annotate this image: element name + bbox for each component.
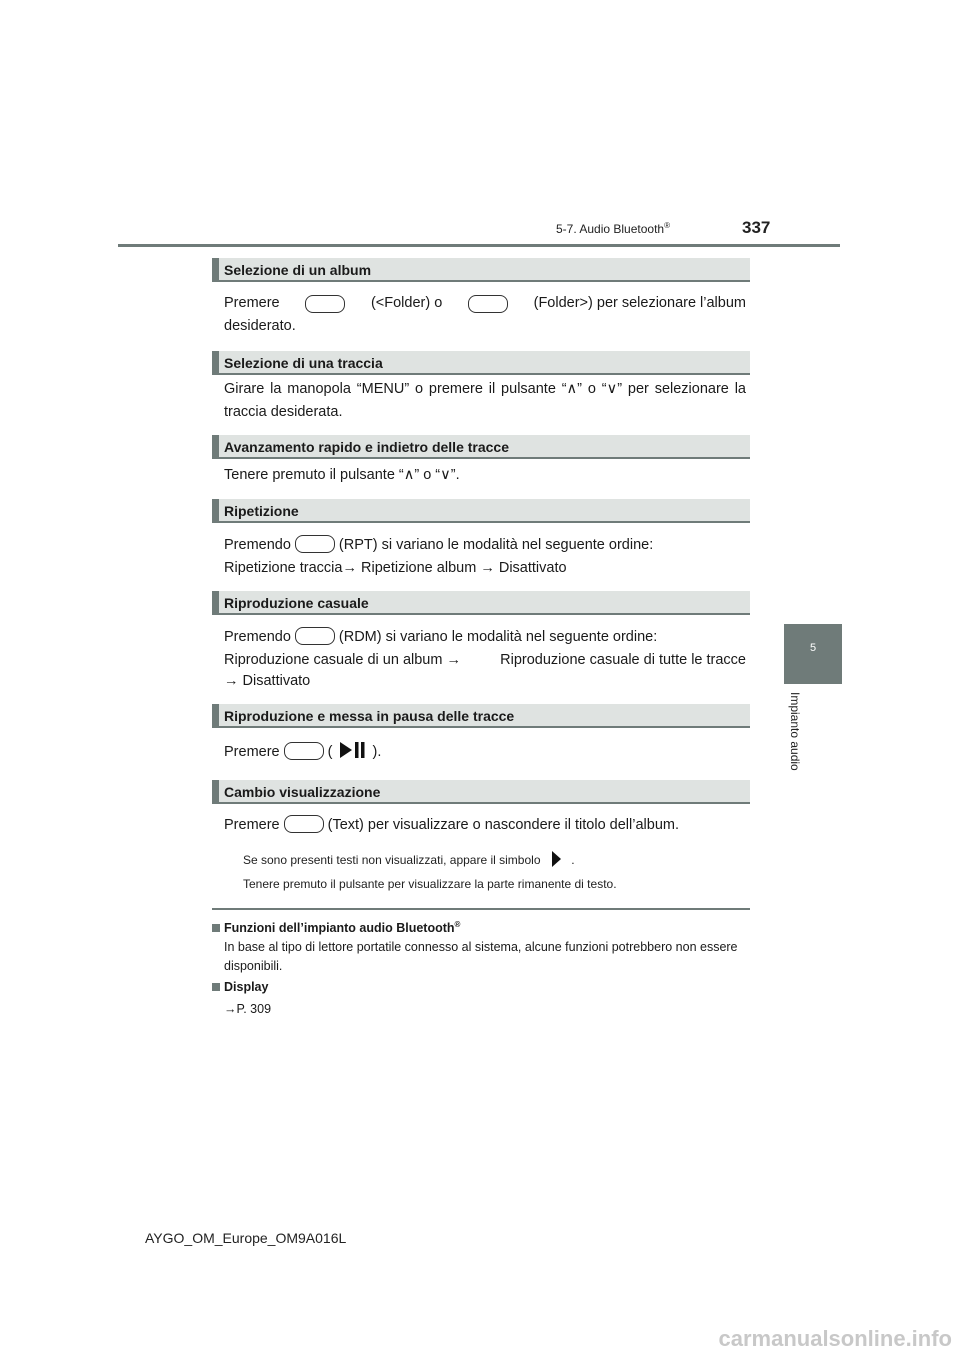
watermark: carmanualsonline.info — [718, 1326, 952, 1351]
note-heading: Funzioni dell’impianto audio Bluetooth® — [212, 920, 460, 935]
instruction-line: Ripetizione traccia→ Ripetizione album → Disattivato — [224, 560, 567, 576]
section-heading: Ripetizione — [212, 499, 750, 523]
arrow-icon: → — [224, 1002, 237, 1016]
steering-button-icon — [284, 742, 324, 760]
instruction-text: desiderato. — [224, 318, 296, 334]
arrow-icon: → — [480, 560, 495, 576]
instruction-line: Riproduzione casuale di un album → Riproduzione casuale di tutte le tracce — [224, 652, 746, 668]
steering-button-icon — [284, 815, 324, 833]
steering-button-icon — [468, 295, 508, 313]
page-number: 337 — [742, 218, 771, 237]
note-text: In base al tipo di lettore portatile connesso al sistema, alcune funzioni potrebbero non essere disponibili. — [224, 940, 738, 973]
steering-button-icon — [295, 627, 335, 645]
section-heading: Selezione di un album — [212, 258, 750, 282]
instruction-line: Premere ( ). — [224, 741, 746, 764]
section-heading: Selezione di una traccia — [212, 351, 750, 375]
instruction-line: Premendo (RPT) si variano le modalità nel seguente ordine: — [224, 537, 654, 553]
play-pause-icon — [338, 741, 366, 759]
note-heading: Display — [212, 980, 268, 994]
chapter-side-title: Impianto audio — [788, 692, 802, 771]
info-note: Tenere premuto il pulsante per visualizzare la parte rimanente di testo. — [243, 877, 617, 891]
header-rule — [118, 244, 840, 247]
section-heading: Cambio visualizzazione — [212, 780, 750, 804]
chapter-tab: 5 — [784, 624, 842, 684]
instruction-text: Girare la manopola “MENU” o premere il pulsante “∧” o “∨” per selezionare la traccia desiderata. — [224, 381, 746, 420]
instruction-line: Premendo (RDM) si variano le modalità nel seguente ordine: — [224, 629, 658, 645]
square-bullet-icon — [212, 924, 220, 932]
instruction-line: → Disattivato — [224, 673, 311, 689]
info-note: Se sono presenti testi non visualizzati, appare il simbolo . — [243, 850, 575, 868]
section-heading: Riproduzione e messa in pausa delle tracce — [212, 704, 750, 728]
steering-button-icon — [305, 295, 345, 313]
page-reference[interactable]: →P. 309 — [224, 1002, 272, 1016]
notes-divider — [212, 908, 750, 910]
arrow-icon: → — [342, 560, 357, 576]
arrow-icon: → — [446, 652, 461, 668]
steering-button-icon — [295, 535, 335, 553]
section-title: 5-7. Audio Bluetooth® — [556, 221, 670, 236]
arrow-icon: → — [224, 673, 239, 689]
instruction-line: Premere (Text) per visualizzare o nascondere il titolo dell’album. — [224, 817, 679, 833]
document-code: AYGO_OM_Europe_OM9A016L — [145, 1230, 347, 1246]
instruction-text: Tenere premuto il pulsante “∧” o “∨”. — [224, 467, 460, 483]
section-heading: Riproduzione casuale — [212, 591, 750, 615]
square-bullet-icon — [212, 983, 220, 991]
more-text-arrow-icon — [546, 850, 566, 868]
section-heading: Avanzamento rapido e indietro delle tracce — [212, 435, 750, 459]
instruction-line: Premere (<Folder) o (Folder>) per selezionare l’album — [224, 295, 746, 311]
